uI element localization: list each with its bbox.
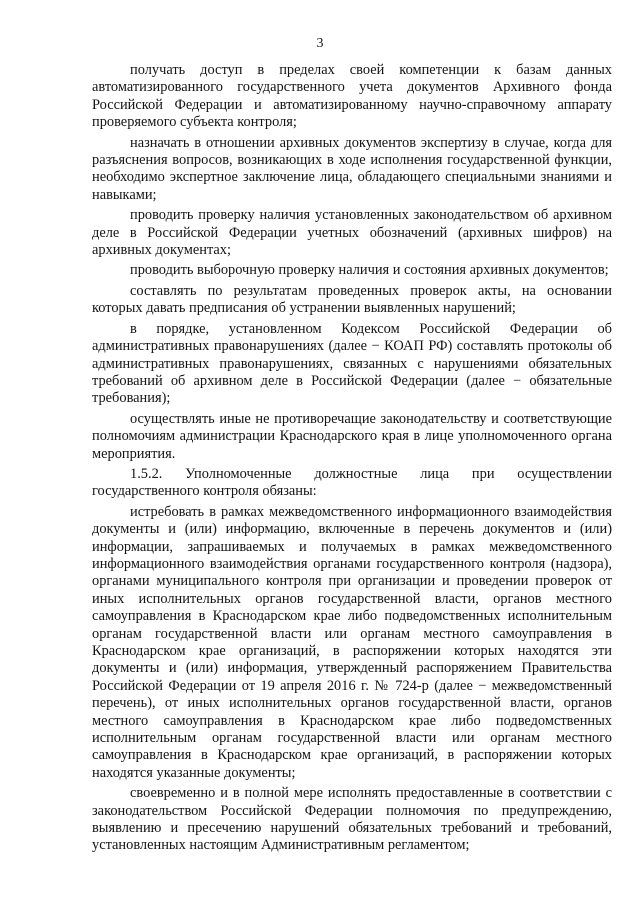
paragraph: получать доступ в пределах своей компетенции к базам данных автоматизированного государственного учета документов Архивного фонда Российской Федерации и автоматизированному научно-справочному аппарату проверяемого субъекта контроля;: [92, 62, 612, 131]
paragraph: своевременно и в полной мере исполнять предоставленные в соответствии с законодательством Российской Федерации полномочия по предупреждению, выявлению и пресечению нарушений обязательных требований и требований, установленных настоящим Административным регламентом;: [92, 785, 612, 854]
document-body: [92, 62, 612, 858]
paragraph: составлять по результатам проведенных проверок акты, на основании которых давать предписания об устранении выявленных нарушений;: [92, 282, 612, 317]
paragraph: в порядке, установленном Кодексом Российской Федерации об административных правонарушениях (далее − КОАП РФ) составлять протоколы об административных правонарушениях, связанных с нарушениями обязательных требований об архивном деле в Российской Федерации (далее − обязательные требования);: [92, 320, 612, 407]
paragraph: проводить проверку наличия установленных законодательством об архивном деле в Российской Федерации учетных обозначений (архивных шифров) на архивных документах;: [92, 207, 612, 259]
paragraph: истребовать в рамках межведомственного информационного взаимодействия документы и (или) информацию, включенные в перечень документов и (или) информации, запрашиваемых и получаемых в рамках межведомственного информационного взаимодействия органами государственного контроля (надзора), органами муниципального контроля при организации и проведении проверок от иных исполнительных органов государственной власти, органов местного самоуправления в Краснодарском крае либо подведомственных исполнительным органам государственной власти или органам местного самоуправления в Краснодарском крае организаций, в распоряжении которых находятся эти документы и (или) информация, утвержденный распоряжением Правительства Российской Федерации от 19 апреля 2016 г. № 724-р (далее − межведомственный перечень), от иных исполнительных органов государственной власти, органов местного самоуправления в Краснодарском крае либо подведомственных исполнительным органам государственной власти или органам местного самоуправления в Краснодарском крае организаций, в распоряжении которых находятся указанные документы;: [92, 503, 612, 781]
paragraph: проводить выборочную проверку наличия и состояния архивных документов;: [130, 262, 609, 279]
section-heading-paragraph: 1.5.2. Уполномоченные должностные лица при осуществлении государственного контроля обязаны:: [92, 465, 612, 500]
paragraph: осуществлять иные не противоречащие законодательству и соответствующие полномочиям администрации Краснодарского края в лице уполномоченного органа мероприятия.: [92, 410, 612, 462]
paragraph: назначать в отношении архивных документов экспертизу в случае, когда для разъяснения вопросов, возникающих в ходе исполнения государственной функции, необходимо экспертное заключение лица, обладающего специальными знаниями и навыками;: [92, 134, 612, 203]
page-number: 3: [316, 36, 324, 51]
